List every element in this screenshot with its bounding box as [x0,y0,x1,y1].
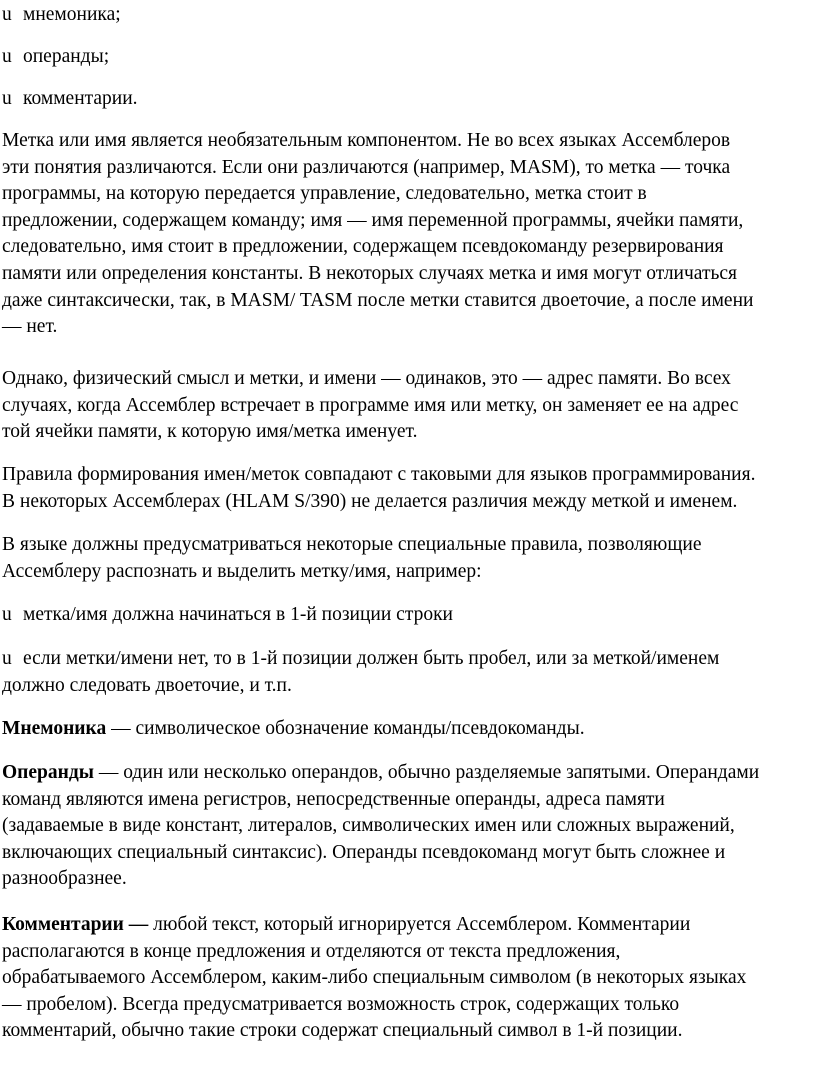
definition-text: — один или несколько операндов, обычно разделяемые запятыми. Операндами [93,762,760,783]
list-item-text: комментарии. [23,88,138,109]
definition-text: любой текст, который игнорируется Ассемблером. Комментарии [148,914,691,935]
text-line: предложении, содержащем команду; имя — имя переменной программы, ячейки памяти, [2,209,744,231]
text-line: (задаваемые в виде констант, литералов, символических имен или сложных выражений, [2,815,735,837]
text-line: Правила формирования имен/меток совпадают с таковыми для языков программирования. [2,464,756,485]
list-item [2,44,814,71]
text-line: — пробелом). Всегда предусматривается возможность строк, содержащих только [2,993,680,1015]
paragraph-physical [2,366,814,446]
list-item-text: если метки/имени нет, то в 1-й позиции должен быть пробел, или за меткой/именем [23,648,720,669]
text-line: следовательно, имя стоит в предложении, содержащем псевдокоманду резервирования [2,236,724,258]
bullet-marker: u [2,648,12,669]
term-operands: Операнды [2,762,94,783]
text-line: Метка или имя является необязательным компонентом. Не во всех языках Ассемблеров [2,130,731,151]
list-item [2,602,814,629]
bullet-marker: u [2,604,12,625]
text-line: разнообразнее. [2,868,127,890]
text-line: В языке должны предусматриваться некоторые специальные правила, позволяющие [2,534,702,555]
list-item [2,86,814,113]
definition-mnemonic [2,716,814,743]
text-line: — нет. [2,316,58,338]
text-line: Ассемблеру распознать и выделить метку/имя, например: [2,560,482,582]
text-line: располагаются в конце предложения и отделяются от текста предложения, [2,940,621,962]
text-line: той ячейки памяти, к которую имя/метка именует. [2,421,418,443]
list-item-text: должно следовать двоеточие, и т.п. [2,674,292,696]
bullet-marker: u [2,4,12,25]
list-item [2,646,814,699]
list-item-text: мнемоника; [23,4,121,25]
text-line: даже синтаксически, так, в MASM/ TASM после метки ставится двоеточие, а после имени [2,289,754,311]
paragraph-rules [2,462,814,515]
text-line: памяти или определения константы. В некоторых случаях метка и имя могут отличаться [2,262,737,284]
text-line: Однако, физический смысл и метки, и имени — одинаков, это — адрес памяти. Во всех [2,368,731,389]
bullet-marker: u [2,46,12,67]
list-item-text: операнды; [23,46,110,67]
list-item-text: метка/имя должна начинаться в 1-й позиции строки [23,604,453,625]
text-line: обрабатываемого Ассемблером, каким-либо специальным символом (в некоторых языках [2,967,747,989]
text-line: комментарий, обычно такие строки содержат специальный символ в 1-й позиции. [2,1020,683,1042]
definition-comments [2,912,814,1045]
term-comments: Комментарии — [2,914,149,935]
text-line: команд являются имена регистров, непосредственные операнды, адреса памяти [2,788,665,810]
text-line: В некоторых Ассемблерах (HLAM S/390) не делается различия между меткой и именем. [2,490,738,512]
list-item [2,2,814,29]
paragraph-label-name [2,128,814,341]
term-mnemonic: Мнемоника [2,718,107,739]
definition-operands [2,760,814,893]
text-line: включающих специальный синтаксис). Операнды псевдокоманд могут быть сложнее и [2,841,726,863]
text-line: случаях, когда Ассемблер встречает в программе имя или метку, он заменяет ее на адрес [2,394,739,416]
text-line: эти понятия различаются. Если они различаются (например, MASM), то метка — точка [2,156,731,178]
definition-text: — символическое обозначение команды/псевдокоманды. [106,718,585,739]
paragraph-special [2,532,814,585]
text-line: программы, на которую передается управление, следовательно, метка стоит в [2,183,647,205]
bullet-marker: u [2,88,12,109]
